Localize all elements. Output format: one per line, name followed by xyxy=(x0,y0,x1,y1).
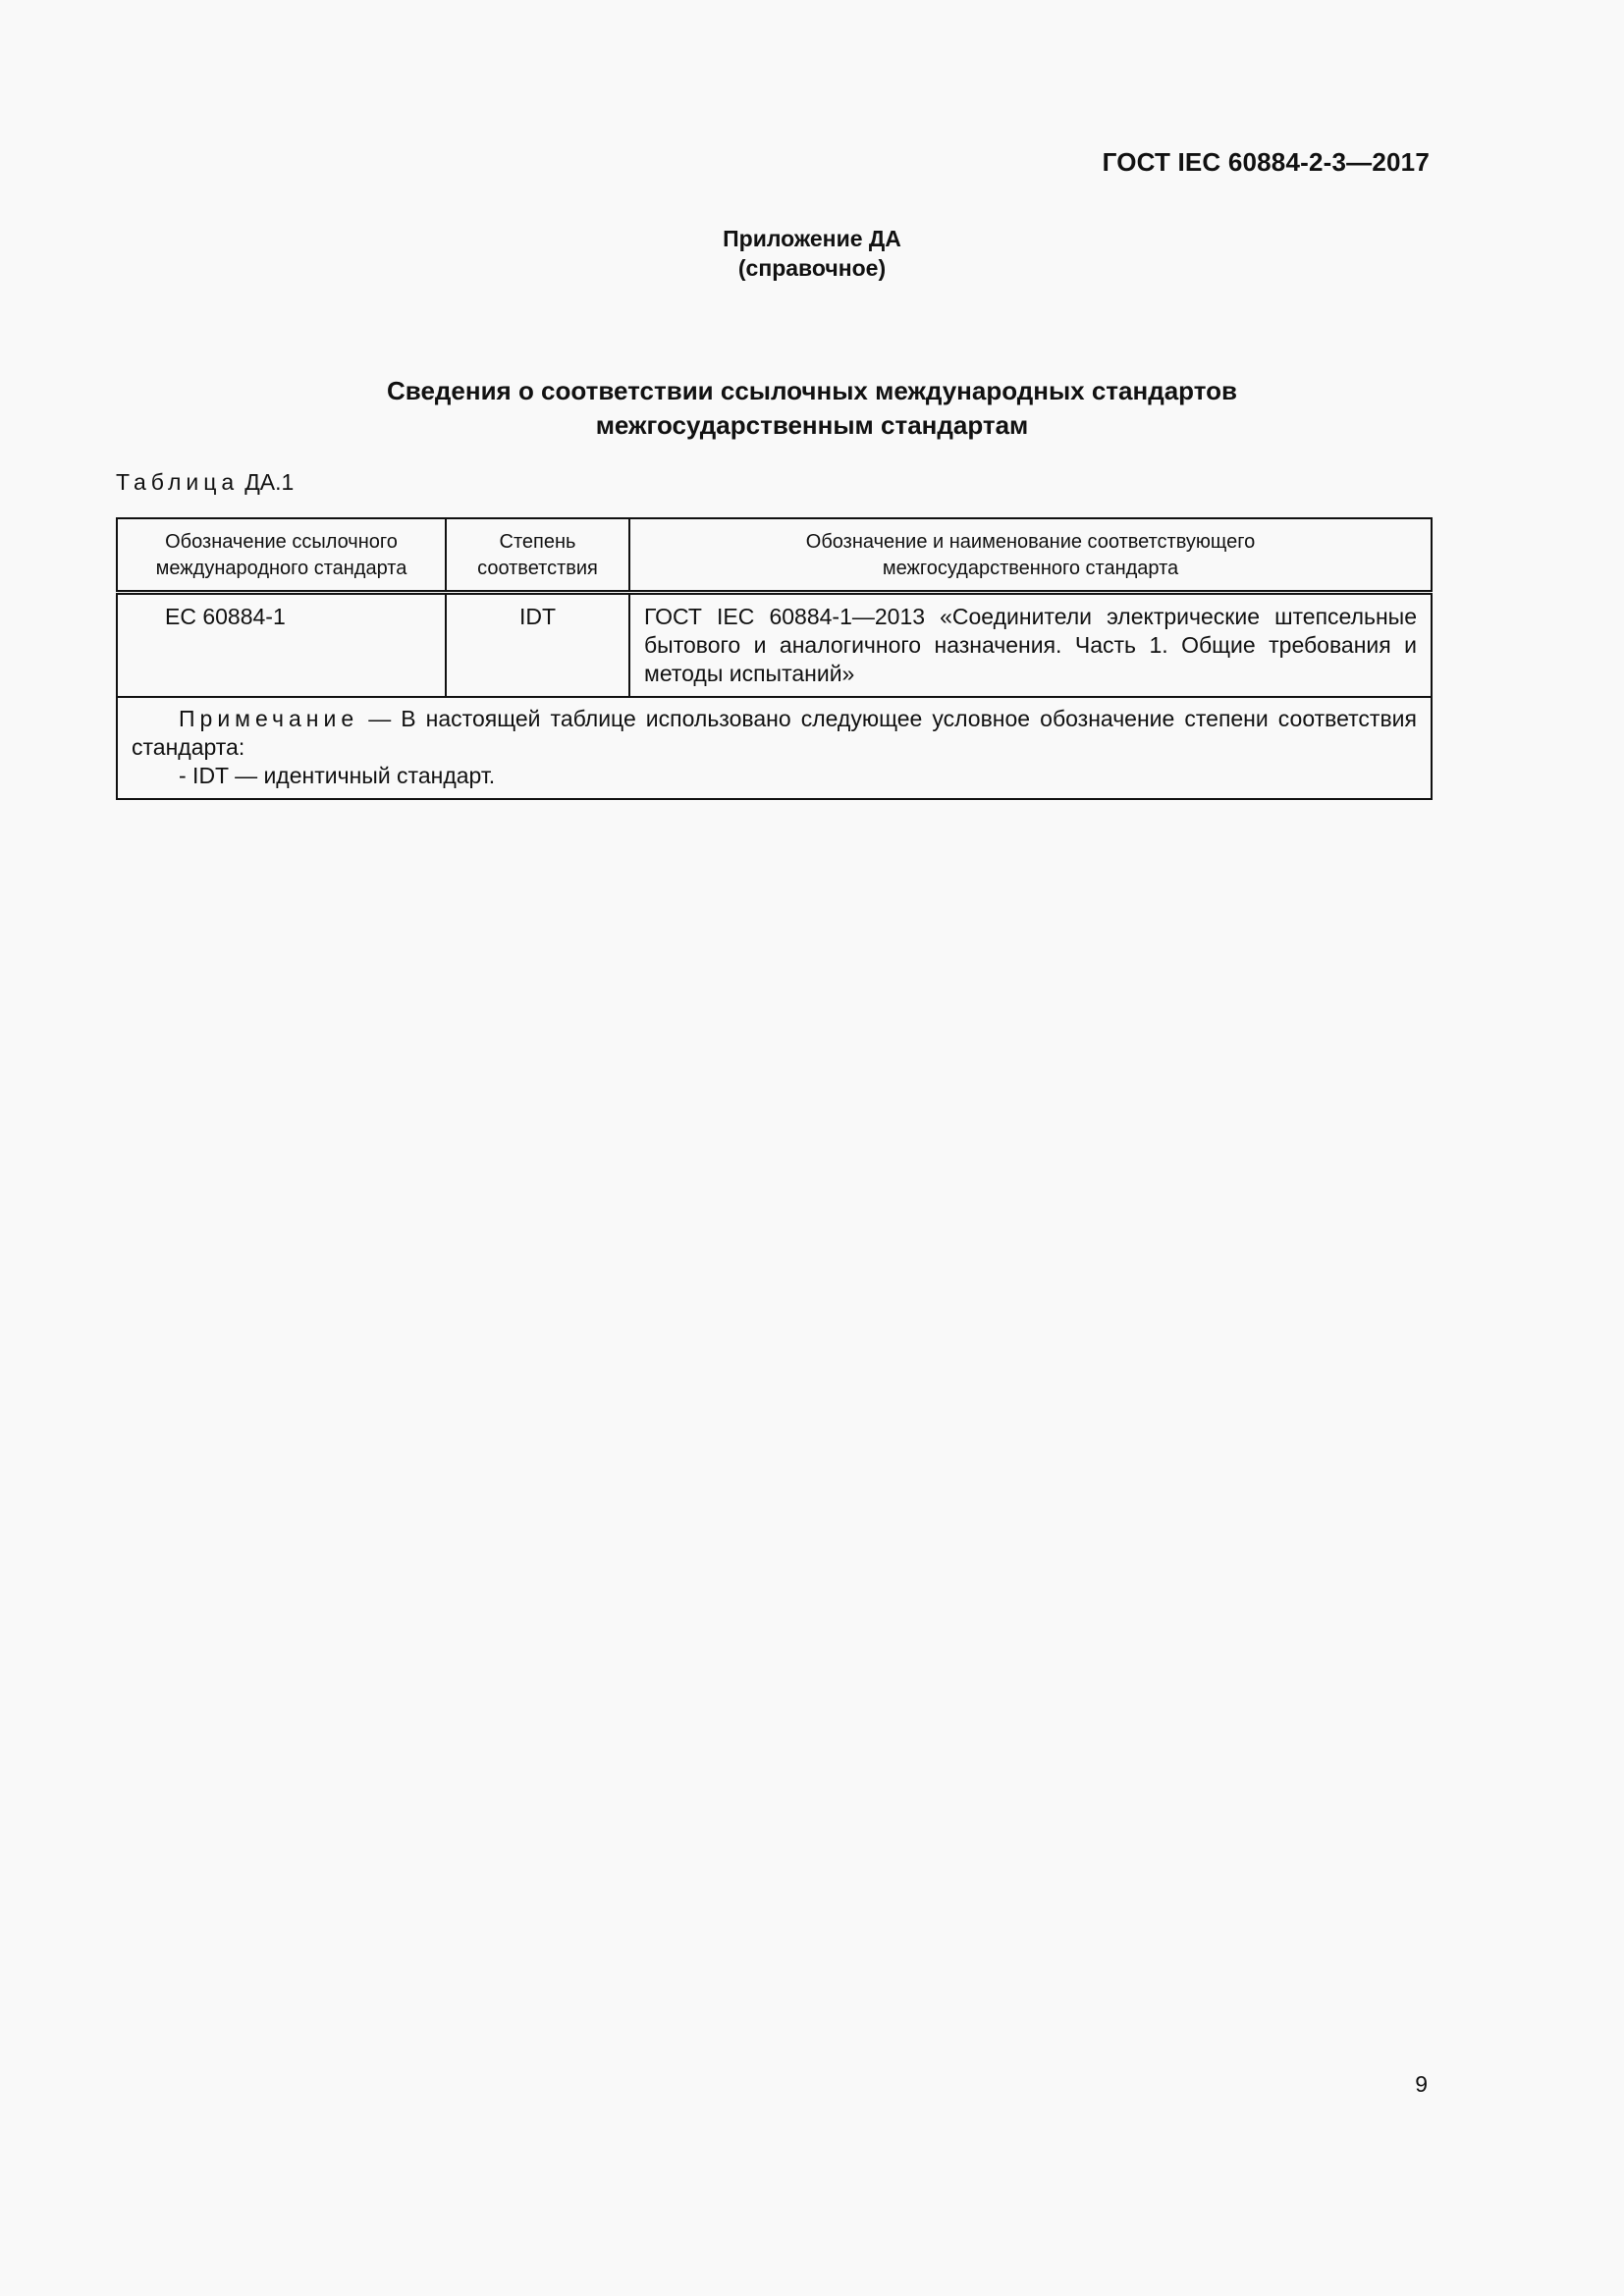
table-row xyxy=(117,593,1432,698)
references-table xyxy=(116,517,1433,800)
table-header-row xyxy=(117,518,1432,593)
appendix-subtitle: (справочное) xyxy=(737,255,887,281)
note-label: Примечание xyxy=(179,706,359,731)
cell-interstate-standard: ГОСТ IEC 60884-1—2013 «Соединители электрические штепсельные бытового и аналогичного назначения. Часть 1. Общие требования и методы испытаний» xyxy=(629,593,1432,698)
header-degree: Степень соответствия xyxy=(446,518,629,593)
table-caption-number: ДА.1 xyxy=(244,469,295,495)
table-caption xyxy=(116,469,294,496)
appendix-heading xyxy=(0,224,1624,283)
cell-international-standard: ЕС 60884-1 xyxy=(117,593,446,698)
table-note-row xyxy=(117,697,1432,799)
table-note xyxy=(117,697,1432,799)
header-international-standard: Обозначение ссылочного международного стандарта xyxy=(117,518,446,593)
note-bullet: - IDT — идентичный стандарт. xyxy=(179,763,496,788)
note-text: — В настоящей таблице использовано следующее условное обозначение степени соответствия стандарта: xyxy=(132,706,1417,760)
cell-degree: IDT xyxy=(446,593,629,698)
main-title xyxy=(0,374,1624,443)
header-interstate-standard: Обозначение и наименование соответствующего межгосударственного стандарта xyxy=(629,518,1432,593)
appendix-title: Приложение ДА xyxy=(723,226,901,251)
main-title-line1: Сведения о соответствии ссылочных международных стандартов xyxy=(387,376,1237,405)
document-code: ГОСТ IEC 60884-2-3—2017 xyxy=(1102,147,1430,177)
table-caption-word: Таблица xyxy=(116,469,240,495)
page-number: 9 xyxy=(1415,2071,1428,2097)
main-title-line2: межгосударственным стандартам xyxy=(595,410,1029,440)
